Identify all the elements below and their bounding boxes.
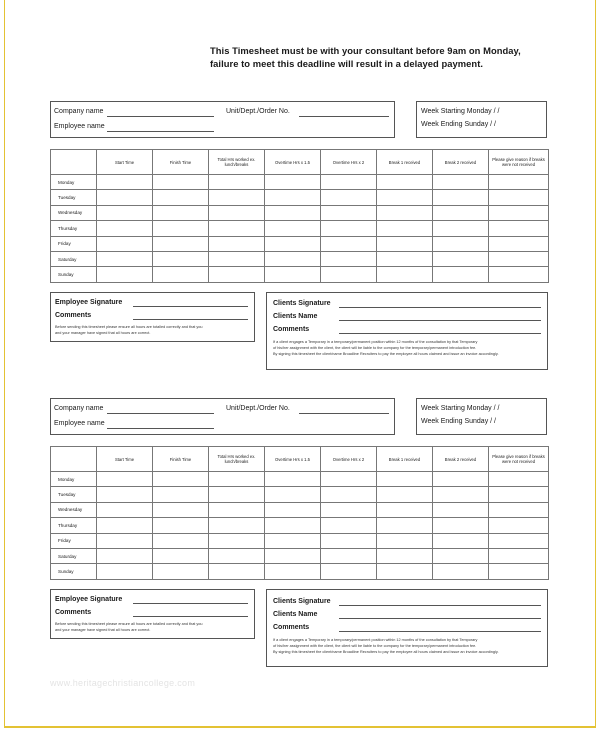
client-note-line-3: By signing this timesheet the client/name Broadline Recruiters to pay the employee all hours claimed and issue an invoice accordingly. <box>273 650 499 654</box>
time-entry-cell[interactable] <box>97 533 153 548</box>
client-signature-box-2 <box>266 589 548 667</box>
company-name-field[interactable] <box>107 413 214 414</box>
day-label: Friday <box>51 533 97 548</box>
time-entry-cell[interactable] <box>377 487 433 502</box>
unit-field[interactable] <box>299 413 389 414</box>
unit-label: Unit/Dept./Order No. <box>226 108 290 115</box>
client-note-line-2: of his/her assignment with the client, the client will be liable to the company for the temporary/permanent introduction fee. <box>273 644 477 648</box>
column-header: Please give reason if breaks were not received <box>489 150 549 175</box>
week-ending: Week Ending Sunday / / <box>421 418 496 425</box>
time-entry-cell[interactable] <box>377 175 433 190</box>
column-header: Please give reason if breaks were not received <box>489 447 549 472</box>
time-entry-cell[interactable] <box>209 472 265 487</box>
time-entry-cell[interactable] <box>153 190 209 205</box>
time-entry-cell[interactable] <box>321 205 377 220</box>
employee-comments-label: Comments <box>55 609 92 616</box>
employee-signature-field[interactable] <box>133 603 248 604</box>
table-row <box>51 564 549 579</box>
column-header: Overtime Hrs x 1.5 <box>265 447 321 472</box>
time-entry-cell[interactable] <box>321 190 377 205</box>
time-entry-cell[interactable] <box>153 221 209 236</box>
time-entry-cell[interactable] <box>433 221 489 236</box>
client-signature-box-1 <box>266 292 548 370</box>
time-entry-cell[interactable] <box>321 548 377 563</box>
time-entry-cell[interactable] <box>153 533 209 548</box>
table-row <box>51 221 549 236</box>
client-name-field[interactable] <box>339 618 541 619</box>
time-entry-cell[interactable] <box>265 236 321 251</box>
time-entry-cell[interactable] <box>321 175 377 190</box>
time-entry-cell[interactable] <box>209 251 265 266</box>
table-row <box>51 502 549 517</box>
employee-note-line-2: and your manager have signed that all hours are correct. <box>55 331 151 335</box>
time-entry-cell[interactable] <box>209 487 265 502</box>
time-entry-cell[interactable] <box>153 502 209 517</box>
table-row <box>51 190 549 205</box>
time-entry-cell[interactable] <box>433 267 489 282</box>
client-signature-label: Clients Signature <box>273 598 331 605</box>
time-entry-cell[interactable] <box>377 251 433 266</box>
time-entry-cell[interactable] <box>209 267 265 282</box>
time-entry-cell[interactable] <box>489 175 549 190</box>
table-row <box>51 548 549 563</box>
employee-note <box>55 324 253 336</box>
time-entry-cell[interactable] <box>489 548 549 563</box>
time-entry-cell[interactable] <box>97 564 153 579</box>
unit-label: Unit/Dept./Order No. <box>226 405 290 412</box>
time-entry-cell[interactable] <box>489 251 549 266</box>
table-header-row <box>51 150 549 175</box>
table-row <box>51 236 549 251</box>
employee-name-field[interactable] <box>107 131 214 132</box>
day-label: Monday <box>51 175 97 190</box>
time-entry-cell[interactable] <box>97 267 153 282</box>
day-label: Thursday <box>51 221 97 236</box>
time-entry-cell[interactable] <box>433 472 489 487</box>
time-entry-cell[interactable] <box>153 548 209 563</box>
column-header: Overtime Hrs x 2 <box>321 447 377 472</box>
client-signature-field[interactable] <box>339 307 541 308</box>
header-line-1: This Timesheet must be with your consultant before 9am on Monday, <box>210 45 521 56</box>
column-header: Break 2 received <box>433 150 489 175</box>
header-line-2: failure to meet this deadline will result in a delayed payment. <box>210 58 484 69</box>
time-entry-cell[interactable] <box>377 564 433 579</box>
employee-name-field[interactable] <box>107 428 214 429</box>
table-header-row <box>51 447 549 472</box>
time-entry-cell[interactable] <box>209 548 265 563</box>
client-comments-label: Comments <box>273 326 310 333</box>
time-entry-cell[interactable] <box>433 533 489 548</box>
employee-signature-box-1 <box>50 292 255 342</box>
time-entry-cell[interactable] <box>97 190 153 205</box>
week-starting: Week Starting Monday / / <box>421 405 500 412</box>
column-header: Overtime Hrs x 1.5 <box>265 150 321 175</box>
company-label: Company name <box>54 108 104 115</box>
timesheet-header <box>210 44 521 70</box>
client-name-field[interactable] <box>339 320 541 321</box>
table-row <box>51 518 549 533</box>
client-note <box>273 637 545 655</box>
time-entry-cell[interactable] <box>321 533 377 548</box>
time-entry-cell[interactable] <box>321 564 377 579</box>
employee-comments-field[interactable] <box>133 616 248 617</box>
time-entry-cell[interactable] <box>433 564 489 579</box>
company-info-box-1 <box>50 101 395 138</box>
column-header <box>51 447 97 472</box>
time-entry-cell[interactable] <box>209 502 265 517</box>
time-entry-cell[interactable] <box>209 190 265 205</box>
time-entry-cell[interactable] <box>489 487 549 502</box>
table-row <box>51 487 549 502</box>
time-entry-cell[interactable] <box>489 221 549 236</box>
employee-signature-label: Employee Signature <box>55 299 123 306</box>
column-header: Start Time <box>97 150 153 175</box>
client-note-line-3: By signing this timesheet the client/name Broadline Recruiters to pay the employee all hours claimed and issue an invoice accordingly. <box>273 352 499 356</box>
employee-label: Employee name <box>54 123 105 130</box>
time-entry-cell[interactable] <box>433 518 489 533</box>
client-signature-label: Clients Signature <box>273 300 331 307</box>
time-entry-cell[interactable] <box>489 533 549 548</box>
column-header: Break 1 received <box>377 150 433 175</box>
time-entry-cell[interactable] <box>265 472 321 487</box>
time-entry-cell[interactable] <box>97 251 153 266</box>
column-header <box>51 150 97 175</box>
hours-table-2 <box>50 446 549 580</box>
time-entry-cell[interactable] <box>321 518 377 533</box>
time-entry-cell[interactable] <box>489 502 549 517</box>
time-entry-cell[interactable] <box>321 472 377 487</box>
client-comments-label: Comments <box>273 624 310 631</box>
time-entry-cell[interactable] <box>489 472 549 487</box>
employee-signature-label: Employee Signature <box>55 596 123 603</box>
time-entry-cell[interactable] <box>433 548 489 563</box>
company-info-box-2 <box>50 398 395 435</box>
time-entry-cell[interactable] <box>489 564 549 579</box>
day-label: Sunday <box>51 564 97 579</box>
time-entry-cell[interactable] <box>489 267 549 282</box>
time-entry-cell[interactable] <box>97 205 153 220</box>
employee-comments-label: Comments <box>55 312 92 319</box>
time-entry-cell[interactable] <box>377 533 433 548</box>
client-note-line-2: of his/her assignment with the client, the client will be liable to the company for the temporary/permanent introduction fee. <box>273 346 477 350</box>
time-entry-cell[interactable] <box>265 190 321 205</box>
column-header: Total Hrs worked ex. lunch/breaks <box>209 447 265 472</box>
time-entry-cell[interactable] <box>97 502 153 517</box>
column-header: Finish Time <box>153 447 209 472</box>
time-entry-cell[interactable] <box>265 205 321 220</box>
client-comments-field[interactable] <box>339 333 541 334</box>
time-entry-cell[interactable] <box>433 502 489 517</box>
time-entry-cell[interactable] <box>265 502 321 517</box>
time-entry-cell[interactable] <box>377 205 433 220</box>
day-label: Sunday <box>51 267 97 282</box>
time-entry-cell[interactable] <box>265 267 321 282</box>
day-label: Wednesday <box>51 205 97 220</box>
column-header: Break 2 received <box>433 447 489 472</box>
time-entry-cell[interactable] <box>377 548 433 563</box>
table-row <box>51 251 549 266</box>
watermark: www.heritagechristiancollege.com <box>50 678 196 688</box>
time-entry-cell[interactable] <box>97 236 153 251</box>
time-entry-cell[interactable] <box>433 487 489 502</box>
time-entry-cell[interactable] <box>433 175 489 190</box>
hours-table-1 <box>50 149 549 283</box>
time-entry-cell[interactable] <box>265 251 321 266</box>
time-entry-cell[interactable] <box>433 236 489 251</box>
client-signature-field[interactable] <box>339 605 541 606</box>
time-entry-cell[interactable] <box>153 472 209 487</box>
day-label: Tuesday <box>51 487 97 502</box>
time-entry-cell[interactable] <box>321 487 377 502</box>
time-entry-cell[interactable] <box>265 564 321 579</box>
time-entry-cell[interactable] <box>209 518 265 533</box>
time-entry-cell[interactable] <box>265 548 321 563</box>
time-entry-cell[interactable] <box>209 205 265 220</box>
time-entry-cell[interactable] <box>97 548 153 563</box>
table-row <box>51 175 549 190</box>
company-label: Company name <box>54 405 104 412</box>
time-entry-cell[interactable] <box>489 190 549 205</box>
day-label: Thursday <box>51 518 97 533</box>
client-note-line-1: If a client engages a Temporary in a temporary/permanent position within 12 months of the consultation by that Temporary <box>273 638 478 642</box>
time-entry-cell[interactable] <box>377 502 433 517</box>
time-entry-cell[interactable] <box>433 205 489 220</box>
company-name-field[interactable] <box>107 116 214 117</box>
time-entry-cell[interactable] <box>377 472 433 487</box>
column-header: Overtime Hrs x 2 <box>321 150 377 175</box>
time-entry-cell[interactable] <box>209 221 265 236</box>
time-entry-cell[interactable] <box>265 487 321 502</box>
week-box-1 <box>416 101 547 138</box>
employee-label: Employee name <box>54 420 105 427</box>
table-row <box>51 533 549 548</box>
time-entry-cell[interactable] <box>209 175 265 190</box>
week-ending: Week Ending Sunday / / <box>421 121 496 128</box>
table-row <box>51 267 549 282</box>
time-entry-cell[interactable] <box>153 518 209 533</box>
time-entry-cell[interactable] <box>489 518 549 533</box>
time-entry-cell[interactable] <box>153 236 209 251</box>
column-header: Break 1 received <box>377 447 433 472</box>
time-entry-cell[interactable] <box>265 175 321 190</box>
time-entry-cell[interactable] <box>153 487 209 502</box>
week-starting: Week Starting Monday / / <box>421 108 500 115</box>
employee-signature-box-2 <box>50 589 255 639</box>
time-entry-cell[interactable] <box>265 221 321 236</box>
table-row <box>51 472 549 487</box>
time-entry-cell[interactable] <box>97 472 153 487</box>
time-entry-cell[interactable] <box>489 236 549 251</box>
time-entry-cell[interactable] <box>265 533 321 548</box>
time-entry-cell[interactable] <box>153 175 209 190</box>
day-label: Wednesday <box>51 502 97 517</box>
employee-note-line-1: Before sending this timesheet please ensure all hours are totalled correctly and that you <box>55 622 203 626</box>
time-entry-cell[interactable] <box>153 205 209 220</box>
time-entry-cell[interactable] <box>97 175 153 190</box>
time-entry-cell[interactable] <box>377 518 433 533</box>
time-entry-cell[interactable] <box>489 205 549 220</box>
day-label: Monday <box>51 472 97 487</box>
time-entry-cell[interactable] <box>321 251 377 266</box>
day-label: Friday <box>51 236 97 251</box>
day-label: Saturday <box>51 548 97 563</box>
week-box-2 <box>416 398 547 435</box>
time-entry-cell[interactable] <box>97 221 153 236</box>
time-entry-cell[interactable] <box>265 518 321 533</box>
employee-note <box>55 621 253 633</box>
client-note <box>273 339 545 357</box>
column-header: Total Hrs worked ex. lunch/breaks <box>209 150 265 175</box>
column-header: Finish Time <box>153 150 209 175</box>
employee-comments-field[interactable] <box>133 319 248 320</box>
table-row <box>51 205 549 220</box>
time-entry-cell[interactable] <box>209 564 265 579</box>
time-entry-cell[interactable] <box>153 251 209 266</box>
unit-field[interactable] <box>299 116 389 117</box>
time-entry-cell[interactable] <box>377 190 433 205</box>
time-entry-cell[interactable] <box>433 190 489 205</box>
time-entry-cell[interactable] <box>321 221 377 236</box>
client-comments-field[interactable] <box>339 631 541 632</box>
time-entry-cell[interactable] <box>153 267 209 282</box>
employee-note-line-1: Before sending this timesheet please ensure all hours are totalled correctly and that you <box>55 325 203 329</box>
time-entry-cell[interactable] <box>321 236 377 251</box>
time-entry-cell[interactable] <box>433 251 489 266</box>
time-entry-cell[interactable] <box>97 487 153 502</box>
time-entry-cell[interactable] <box>97 518 153 533</box>
time-entry-cell[interactable] <box>377 236 433 251</box>
time-entry-cell[interactable] <box>321 267 377 282</box>
day-label: Tuesday <box>51 190 97 205</box>
time-entry-cell[interactable] <box>153 564 209 579</box>
client-name-label: Clients Name <box>273 611 318 618</box>
time-entry-cell[interactable] <box>321 502 377 517</box>
client-note-line-1: If a client engages a Temporary in a temporary/permanent position within 12 months of the consultation by that Temporary <box>273 340 478 344</box>
time-entry-cell[interactable] <box>377 267 433 282</box>
employee-note-line-2: and your manager have signed that all hours are correct. <box>55 628 151 632</box>
employee-signature-field[interactable] <box>133 306 248 307</box>
client-name-label: Clients Name <box>273 313 318 320</box>
column-header: Start Time <box>97 447 153 472</box>
time-entry-cell[interactable] <box>209 533 265 548</box>
time-entry-cell[interactable] <box>377 221 433 236</box>
time-entry-cell[interactable] <box>209 236 265 251</box>
day-label: Saturday <box>51 251 97 266</box>
